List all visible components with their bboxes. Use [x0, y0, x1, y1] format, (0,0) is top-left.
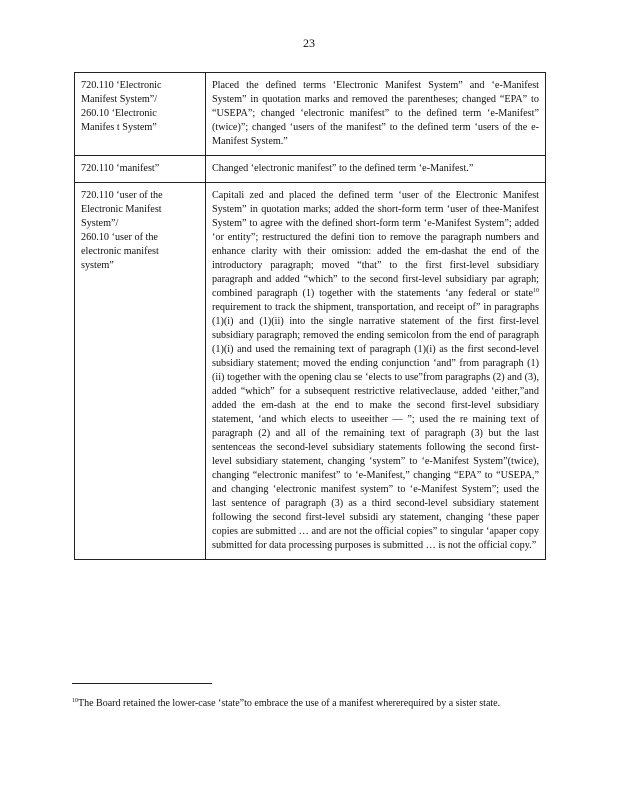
description-cell — [206, 183, 546, 560]
footnote-divider — [72, 683, 212, 684]
footnote-reference[interactable]: 10 — [533, 288, 539, 294]
description-text-part-2: requirement to track the shipment, transportation, and receipt of” in paragraphs (1)(i) and (1)(ii) into the single narrative statement of the first first-level subsidiary paragraph; removed the ending semicolon from the end of paragraph (1)(i) and used the remaining text of paragraph (1)(i) as the first second-level subsidiary statement; moved the ending conjunction ‘and” from paragraph (1)(ii) together with the opening clau se ‘elects to use”from paragraphs (2) and (3), added “which” for a subsequent restrictive relativeclause, added ‘either,”and added the em-dash at the end to make the second first-level subsidiary statement, ‘and which elects to useeither — ”; used the re maining text of paragraph (2) and all of the remaining text of paragraph (3) but the last sentenceas the second-level subsidiary statements following the second first-level subsidiary statement, changing ‘system” to ‘e-Manifest System”(twice), changing “electronic manifest” to ‘e-Manifest,” changing “EPA” to “USEPA,” and changing ‘electronic manifest system” to ‘e-Manifest System”; used the last sentence of paragraph (3) as a third second-level subsidiary statement following the second first-level subsidi ary statement, changing ‘these paper copies are submitted … and are not the official copies” to singular ‘apaper copy submitted for data processing purposes is submitted … is not the official copy.” — [212, 302, 539, 551]
page-number: 23 — [303, 36, 315, 50]
changes-table — [74, 72, 546, 560]
section-cell: 720.110 ‘manifest” — [75, 156, 206, 183]
footnote-number: 10 — [72, 698, 78, 704]
section-cell: 720.110 ‘Electronic Manifest System”/ 260.10 ‘Electronic Manifes t System” — [75, 73, 206, 156]
table-row — [75, 156, 546, 183]
table-row — [75, 73, 546, 156]
description-cell: Changed ‘electronic manifest” to the defined term ‘e-Manifest.” — [206, 156, 546, 183]
footnote — [72, 697, 532, 711]
section-cell: 720.110 ‘user of the Electronic Manifest System”/ 260.10 ‘user of the electronic manifest system” — [75, 183, 206, 560]
table-row — [75, 183, 546, 560]
description-text-part-1: Capitali zed and placed the defined term ‘user of the Electronic Manifest System” in quotation marks; added the short-form term ‘user of thee-Manifest System” to agree with the defined short-form term ‘e-Manifest System”; added ‘or entity”; restructured the defini tion to remove the paragraph numbers and enhance clarity with their omission: added the em-dashat the end of the introductory paragraph; moved “that” to the first first-level subsidiary paragraph and added “which” to the second first-level subsidiary par agraph; combined paragraph (1) together with the statements ‘any federal or state — [212, 190, 539, 299]
description-cell: Placed the defined terms ‘Electronic Manifest System” and ‘e-Manifest System” in quotation marks and removed the parentheses; changed “EPA” to “USEPA”; changed ‘electronic manifest” to the defined term ‘e-Manifest” (twice)”; changed ‘users of the manifest” to the defined term ‘users of the e-Manifest System.” — [206, 73, 546, 156]
footnote-text: The Board retained the lower-case ‘state”to embrace the use of a manifest whererequired by a sister state. — [78, 698, 501, 709]
